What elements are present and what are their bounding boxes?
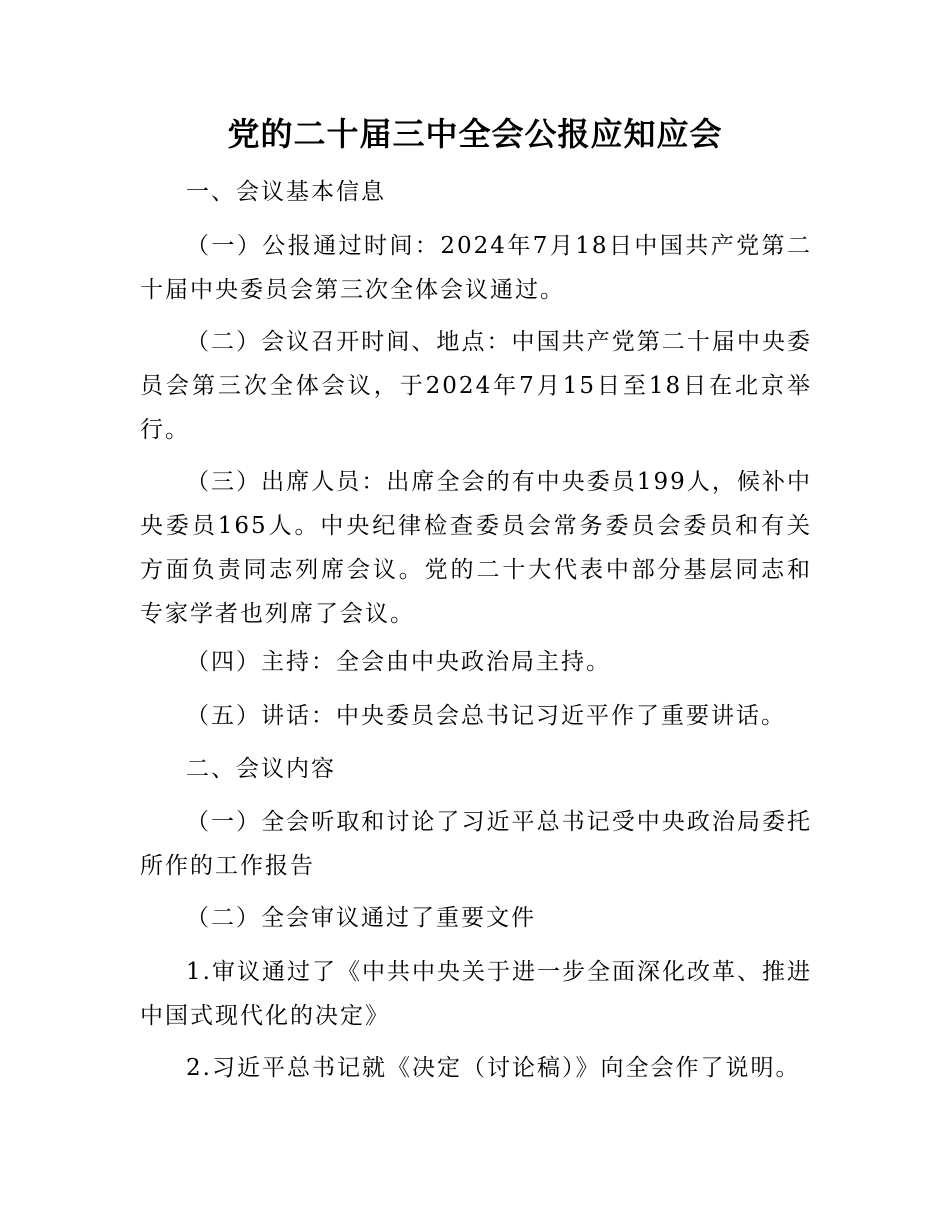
paragraph-important-documents: （二）全会审议通过了重要文件 — [186, 905, 536, 931]
paragraph-adoption-time: （一）公报通过时间：2024年7月18日中国共产党第二十届中央委员会第三次全体会议通过。 — [140, 233, 812, 303]
paragraph-meeting-time-place: （二）会议召开时间、地点：中国共产党第二十届中央委员会第三次全体会议，于2024年7月15日至18日在北京举行。 — [140, 329, 812, 443]
paragraph-attendees: （三）出席人员：出席全会的有中央委员199人，候补中央委员165人。中央纪律检查委员会常务委员会委员和有关方面负责同志列席会议。党的二十大代表中部分基层同志和专家学者也列席了会议。 — [140, 469, 812, 627]
list-item-decision: 1.审议通过了《中共中央关于进一步全面深化改革、推进中国式现代化的决定》 — [140, 959, 812, 1029]
document-title: 党的二十届三中全会公报应知应会 — [227, 115, 723, 153]
section-heading-basic-info: 一、会议基本信息 — [186, 179, 386, 205]
paragraph-work-report: （一）全会听取和讨论了习近平总书记受中央政治局委托所作的工作报告 — [140, 809, 812, 879]
list-item-explanation: 2.习近平总书记就《决定（讨论稿）》向全会作了说明。 — [186, 1055, 801, 1081]
paragraph-chair: （四）主持：全会由中央政治局主持。 — [186, 649, 611, 675]
paragraph-speech: （五）讲话：中央委员会总书记习近平作了重要讲话。 — [186, 703, 786, 729]
section-heading-meeting-content: 二、会议内容 — [186, 756, 336, 782]
